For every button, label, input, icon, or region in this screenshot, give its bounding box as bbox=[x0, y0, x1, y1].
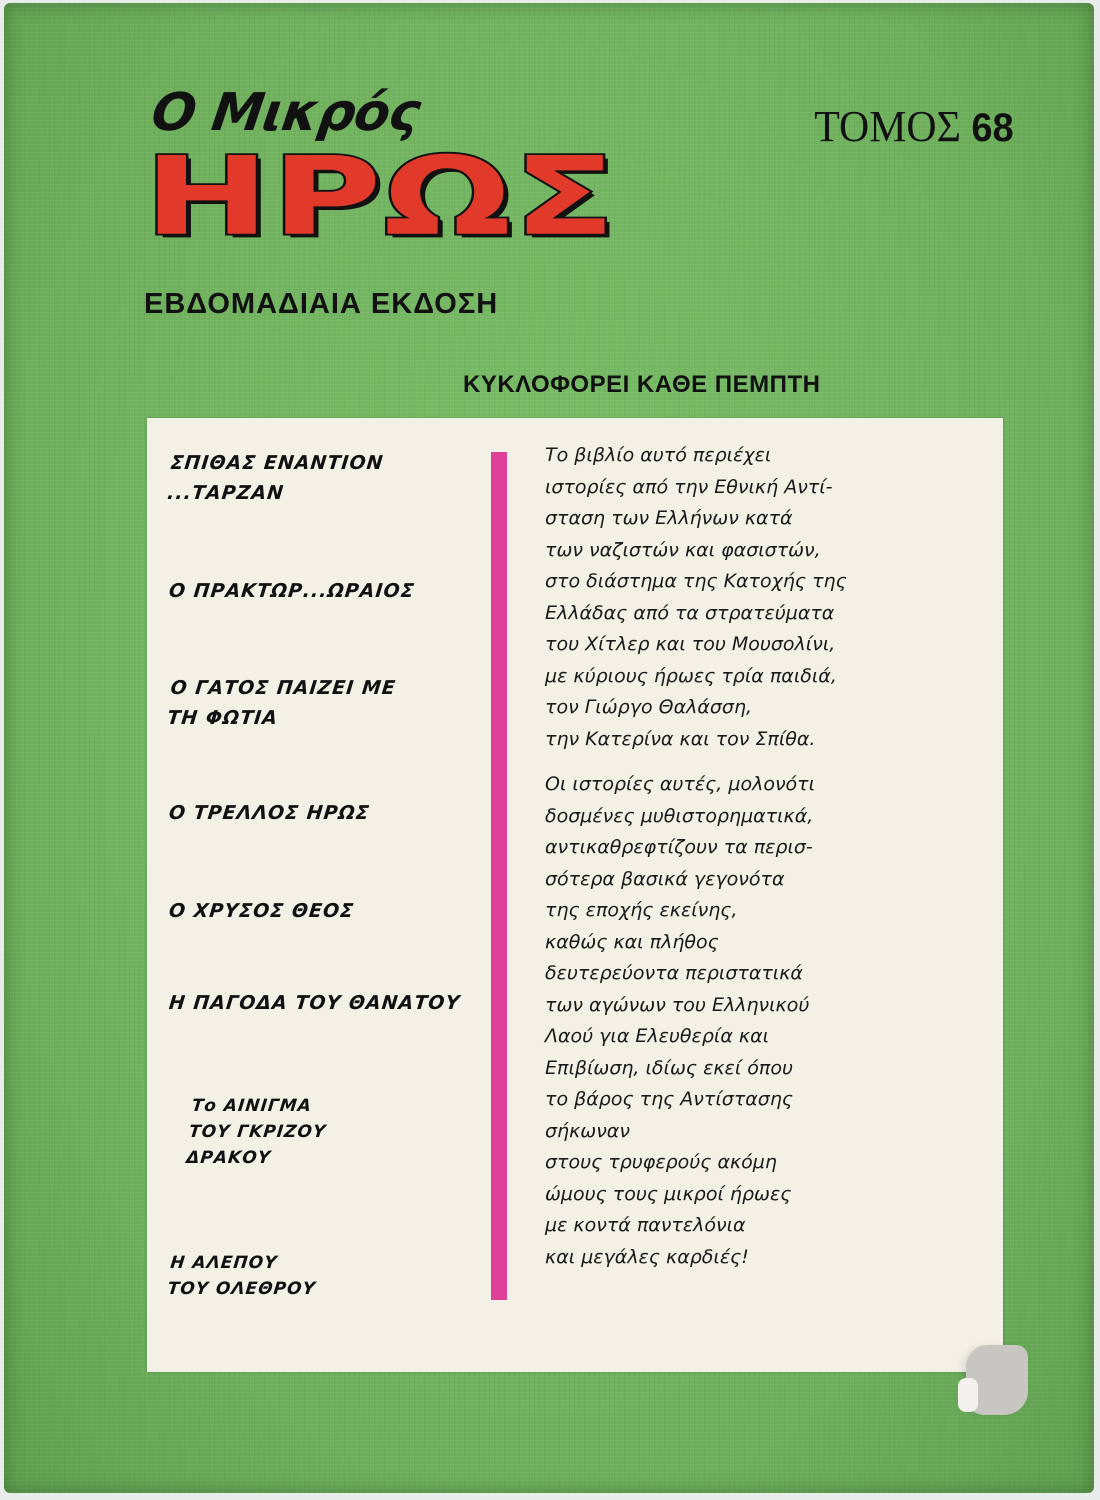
description-text bbox=[545, 440, 985, 1287]
story-title-4: Ο ΤΡΕΛΛΟΣ ΗΡΩΣ bbox=[167, 802, 371, 824]
release-note: ΚΥΚΛΟΦΟΡΕΙ ΚΑΘΕ ΠΕΜΠΤΗ bbox=[463, 371, 821, 398]
story-title-3: Ο ΓΑΤΟΣ ΠΑΙΖΕΙ ΜΕ ΤΗ ΦΩΤΙΑ bbox=[166, 677, 398, 729]
story-title-7: Το ΑΙΝΙΓΜΑ ΤΟΥ ΓΚΡΙΖΟΥ ΔΡΑΚΟΥ bbox=[185, 1096, 328, 1168]
pink-divider bbox=[491, 452, 507, 1300]
logo-subtitle: ΕΒΔΟΜΑΔΙΑΙΑ ΕΚΔΟΣΗ bbox=[144, 288, 499, 320]
story-title-6: Η ΠΑΓΟΔΑ ΤΟΥ ΘΑΝΑΤΟΥ bbox=[167, 992, 462, 1014]
volume-number: 68 bbox=[971, 106, 1014, 150]
logo-small-text: Ο Μικρός bbox=[147, 83, 424, 143]
logo-title: ΗΡΩΣ bbox=[144, 134, 618, 260]
worn-corner-edge bbox=[958, 1378, 978, 1412]
volume-label bbox=[814, 101, 1013, 152]
volume-word: ΤΟΜΟΣ bbox=[814, 102, 962, 151]
description-paragraph-1: Το βιβλίο αυτό περιέχει ιστορίες από την Εθνική Αντί- σταση των Ελλήνων κατά των ναζιστών και φασιστών, στο διάστημα της Κατοχής της Ελλάδας από τα στρατεύματα του Χίτλερ και του Μουσολίνι, με κύριους ήρωες τρία παιδιά, τον Γιώργο Θαλάσση, την Κατερίνα και τον Σπίθα. bbox=[545, 444, 847, 750]
story-list bbox=[147, 418, 487, 1372]
story-title-2: Ο ΠΡΑΚΤΩΡ...ΩΡΑΙΟΣ bbox=[167, 580, 416, 602]
story-title-5: Ο ΧΡΥΣΟΣ ΘΕΟΣ bbox=[167, 900, 356, 922]
story-title-1: ΣΠΙΘΑΣ ΕΝΑΝΤΙΟΝ ...ΤΑΡΖΑΝ bbox=[166, 452, 385, 504]
contents-panel bbox=[147, 418, 1003, 1372]
story-title-8: Η ΑΛΕΠΟΥ ΤΟΥ ΟΛΕΘΡΟΥ bbox=[166, 1253, 317, 1299]
description-paragraph-2: Οι ιστορίες αυτές, μολονότι δοσμένες μυθιστορηματικά, αντικαθρεφτίζουν τα περισ- σότερα βασικά γεγονότα της εποχής εκείνης, καθώς και πλήθος δευτερεύοντα περιστατικά των αγώνων του Ελληνικού Λαού για Ελευθερία και Επιβίωση, ιδίως εκεί όπου το βάρος της Αντίστασης σήκωναν στους τρυφερούς ακόμη ώμους τους μικροί ήρωες με κοντά παντελόνια και μεγάλες καρδιές! bbox=[545, 773, 816, 1268]
